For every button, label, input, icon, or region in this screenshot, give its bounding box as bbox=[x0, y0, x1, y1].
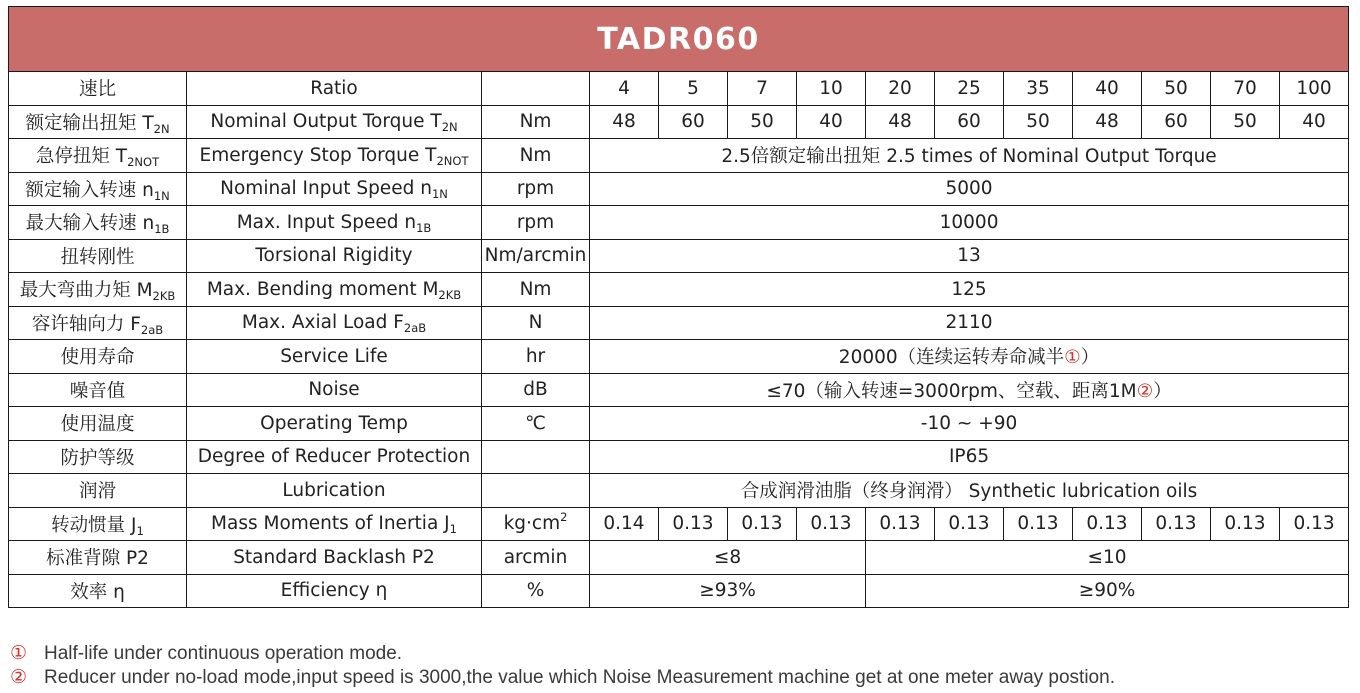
temp-value: -10 ~ +90 bbox=[590, 407, 1349, 441]
spec-table bbox=[8, 6, 1349, 608]
noise-value: ≤70（输入转速=3000rpm、空载、距离1M②） bbox=[590, 373, 1349, 407]
rigidity-row bbox=[9, 239, 1349, 273]
unit-cell: rpm bbox=[482, 172, 590, 206]
torque-value: 50 bbox=[1004, 105, 1073, 139]
backlash-value-low-ratio: ≤8 bbox=[590, 541, 866, 575]
unit-cell: hr bbox=[482, 340, 590, 374]
footnote-text: Half-life under continuous operation mode. bbox=[44, 643, 403, 664]
axial-row bbox=[9, 306, 1349, 340]
efficiency-row bbox=[9, 574, 1349, 608]
inertia-value: 0.13 bbox=[728, 507, 797, 541]
inertia-value: 0.13 bbox=[1211, 507, 1280, 541]
cn-label: 额定输出扭矩 $T_{2N}$ bbox=[9, 105, 187, 139]
torque-value: 60 bbox=[1142, 105, 1211, 139]
emergency-row bbox=[9, 139, 1349, 173]
max-speed-row bbox=[9, 206, 1349, 240]
bending-value: 125 bbox=[590, 273, 1349, 307]
table-title: TADR060 bbox=[9, 7, 1349, 72]
torque-value: 48 bbox=[590, 105, 659, 139]
en-label: Max. Bending moment $M_{2KB}$ bbox=[187, 273, 482, 307]
efficiency-value-low-ratio: ≥93% bbox=[590, 574, 866, 608]
inertia-value: 0.13 bbox=[935, 507, 1004, 541]
cn-label: 扭转刚性 bbox=[9, 239, 187, 273]
life-row bbox=[9, 340, 1349, 374]
protection-value: IP65 bbox=[590, 440, 1349, 474]
footnote-number: ② bbox=[10, 667, 28, 688]
unit-cell: Nm/arcmin bbox=[482, 239, 590, 273]
footnote-number: ① bbox=[10, 643, 28, 664]
ratio-value: 35 bbox=[1004, 72, 1073, 106]
spec-sheet bbox=[8, 6, 1348, 608]
cn-label: 容许轴向力 $F_{2aB}$ bbox=[9, 306, 187, 340]
efficiency-value-high-ratio: ≥90% bbox=[866, 574, 1349, 608]
unit-cell: ℃ bbox=[482, 407, 590, 441]
cn-label: 防护等级 bbox=[9, 440, 187, 474]
unit-cell: rpm bbox=[482, 206, 590, 240]
en-label: Lubrication bbox=[187, 474, 482, 508]
cn-label: 最大输入转速 $n_{1B}$ bbox=[9, 206, 187, 240]
torque-value: 48 bbox=[866, 105, 935, 139]
ratio-row bbox=[9, 72, 1349, 106]
lubrication-value: 合成润滑油脂（终身润滑） Synthetic lubrication oils bbox=[590, 474, 1349, 508]
inertia-value: 0.13 bbox=[1280, 507, 1349, 541]
ratio-value: 20 bbox=[866, 72, 935, 106]
torque-value: 40 bbox=[797, 105, 866, 139]
backlash-value-high-ratio: ≤10 bbox=[866, 541, 1349, 575]
en-label: Max. Axial Load $F_{2aB}$ bbox=[187, 306, 482, 340]
en-label: Torsional Rigidity bbox=[187, 239, 482, 273]
en-label: Nominal Input Speed $n_{1N}$ bbox=[187, 172, 482, 206]
footnote bbox=[10, 642, 1115, 666]
footnotes bbox=[10, 642, 1115, 690]
unit-cell bbox=[482, 440, 590, 474]
cn-label: 最大弯曲力矩 $M_{2KB}$ bbox=[9, 273, 187, 307]
life-value: 20000（连续运转寿命减半①） bbox=[590, 340, 1349, 374]
ratio-value: 5 bbox=[659, 72, 728, 106]
en-label: Operating Temp bbox=[187, 407, 482, 441]
cn-label: 转动惯量 $J_1$ bbox=[9, 507, 187, 541]
torque-value: 50 bbox=[728, 105, 797, 139]
unit-cell: Nm bbox=[482, 273, 590, 307]
cn-label: 急停扭矩 $T_{2NOT}$ bbox=[9, 139, 187, 173]
lubrication-row bbox=[9, 474, 1349, 508]
torque-value: 40 bbox=[1280, 105, 1349, 139]
cn-label: 额定输入转速 $n_{1N}$ bbox=[9, 172, 187, 206]
en-label: Ratio bbox=[187, 72, 482, 106]
title-row bbox=[9, 7, 1349, 72]
unit-cell: dB bbox=[482, 373, 590, 407]
cn-label: 噪音值 bbox=[9, 373, 187, 407]
note-marker: ① bbox=[1064, 347, 1081, 369]
inertia-value: 0.14 bbox=[590, 507, 659, 541]
inertia-value: 0.13 bbox=[797, 507, 866, 541]
cn-label: 润滑 bbox=[9, 474, 187, 508]
note-marker: ② bbox=[1136, 380, 1154, 402]
inertia-value: 0.13 bbox=[866, 507, 935, 541]
ratio-value: 25 bbox=[935, 72, 1004, 106]
torque-value: 50 bbox=[1211, 105, 1280, 139]
cn-label: 使用温度 bbox=[9, 407, 187, 441]
unit-cell: $kg\cdot cm^2$ bbox=[482, 507, 590, 541]
ratio-value: 100 bbox=[1280, 72, 1349, 106]
unit-cell bbox=[482, 72, 590, 106]
ratio-value: 40 bbox=[1073, 72, 1142, 106]
footnote-text: Reducer under no-load mode,input speed is 3000,the value which Noise Measurement machine get at one meter away postion. bbox=[44, 667, 1115, 688]
ratio-value: 70 bbox=[1211, 72, 1280, 106]
unit-cell: N bbox=[482, 306, 590, 340]
inertia-value: 0.13 bbox=[1142, 507, 1211, 541]
torque-value: 48 bbox=[1073, 105, 1142, 139]
protection-row bbox=[9, 440, 1349, 474]
ratio-value: 4 bbox=[590, 72, 659, 106]
en-label: Mass Moments of Inertia $J_1$ bbox=[187, 507, 482, 541]
en-label: Standard Backlash P2 bbox=[187, 541, 482, 575]
en-label: Nominal Output Torque $T_{2N}$ bbox=[187, 105, 482, 139]
ratio-value: 50 bbox=[1142, 72, 1211, 106]
en-label: Max. Input Speed $n_{1B}$ bbox=[187, 206, 482, 240]
unit-cell: Nm bbox=[482, 139, 590, 173]
inertia-value: 0.13 bbox=[1073, 507, 1142, 541]
ratio-value: 7 bbox=[728, 72, 797, 106]
input-speed-row bbox=[9, 172, 1349, 206]
axial-value: 2110 bbox=[590, 306, 1349, 340]
unit-cell: arcmin bbox=[482, 541, 590, 575]
backlash-row bbox=[9, 541, 1349, 575]
ratio-value: 10 bbox=[797, 72, 866, 106]
en-label: Noise bbox=[187, 373, 482, 407]
cn-label: 速比 bbox=[9, 72, 187, 106]
inertia-value: 0.13 bbox=[1004, 507, 1073, 541]
max-speed-value: 10000 bbox=[590, 206, 1349, 240]
rigidity-value: 13 bbox=[590, 239, 1349, 273]
cn-label: 标准背隙 P2 bbox=[9, 541, 187, 575]
unit-cell: % bbox=[482, 574, 590, 608]
bending-row bbox=[9, 273, 1349, 307]
temp-row bbox=[9, 407, 1349, 441]
unit-cell bbox=[482, 474, 590, 508]
noise-row bbox=[9, 373, 1349, 407]
cn-label: 使用寿命 bbox=[9, 340, 187, 374]
en-label: Emergency Stop Torque $T_{2NOT}$ bbox=[187, 139, 482, 173]
en-label: Degree of Reducer Protection bbox=[187, 440, 482, 474]
torque-value: 60 bbox=[935, 105, 1004, 139]
input-speed-value: 5000 bbox=[590, 172, 1349, 206]
cn-label: 效率 η bbox=[9, 574, 187, 608]
inertia-row bbox=[9, 507, 1349, 541]
inertia-value: 0.13 bbox=[659, 507, 728, 541]
torque-row bbox=[9, 105, 1349, 139]
en-label: Efficiency η bbox=[187, 574, 482, 608]
footnote bbox=[10, 666, 1115, 690]
emergency-value: 2.5倍额定输出扭矩 2.5 times of Nominal Output Torque bbox=[590, 139, 1349, 173]
unit-cell: Nm bbox=[482, 105, 590, 139]
torque-value: 60 bbox=[659, 105, 728, 139]
en-label: Service Life bbox=[187, 340, 482, 374]
